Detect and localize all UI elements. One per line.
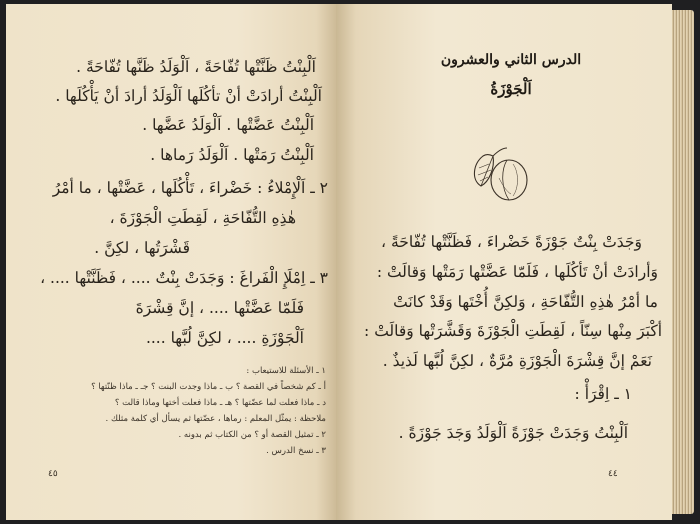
page-number: ٤٤ bbox=[608, 469, 618, 479]
open-book bbox=[6, 4, 694, 520]
lesson-subtitle: اَلْجَوْزَةُ bbox=[490, 80, 532, 98]
text-line: نَعَمْ إنَّ قِشْرَةَ الْجَوْزَةِ مُرَّةٌ ، لكِنَّ لُبَّها لَذيذٌ . bbox=[382, 352, 652, 370]
exercise-line: ١ ـ الأسئلة للاستيعاب : bbox=[246, 366, 326, 376]
text-line: ما أمْرُ هٰذِهِ التُّفّاحَةِ ، وَلكِنَّ أُخْتَها وَقَدْ كانَتْ bbox=[393, 293, 658, 311]
text-line: اَلْبِنْتُ رَمَتْها . اَلْوَلَدُ رَماها . bbox=[150, 146, 314, 164]
text-line: فَلَمّا عَضَّتْها .... ، إنَّ قِشْرَةَ bbox=[135, 299, 304, 317]
exercise-heading: ١ ـ اِقْرَأْ : bbox=[574, 385, 632, 403]
text-line: ٢ ـ اَلْإِمْلاءُ : خَضْراءَ ، تَأْكُلَها ، عَضَّتْها ، ما أمْرُ bbox=[52, 179, 328, 197]
exercise-line: ٢ ـ تمثيل القصة أو ؟ من الكتاب ثم بدونه . bbox=[178, 430, 326, 440]
text-line: اَلْبِنْتُ عَضَّتْها . اَلْوَلَدُ عَضَّها . bbox=[142, 116, 314, 134]
page-number: ٤٥ bbox=[48, 469, 58, 479]
exercise-line: د ـ ماذا فعلت لما عضّتها ؟ هـ ـ ماذا فعلت أختها وماذا قالت ؟ bbox=[114, 398, 326, 408]
walnut-illustration bbox=[469, 142, 533, 204]
exercise-line: أ ـ كم شخصاً في القصة ؟ ب ـ ماذا وجدت البنت ؟ جـ ـ ماذا ظنّتها ؟ bbox=[91, 382, 326, 392]
left-page bbox=[6, 4, 336, 520]
text-line: ٣ ـ اِمْلَإِ الْفَراغَ : وَجَدَتْ بِنْتٌ .... ، فَظَنَّتْها .... ، bbox=[40, 269, 328, 287]
exercise-line: ٣ ـ نسخ الدرس . bbox=[266, 446, 326, 456]
text-line: أكْبَرَ مِنْها سِنّاً ، لَقِطَتِ الْجَوْزَةَ وَقَشَّرَتْها وَقالَتْ : bbox=[364, 322, 662, 340]
text-line: اَلْبِنْتُ أرادَتْ أنْ تأكُلَها اَلْوَلَدُ أرادَ أنْ يَأْكُلَها . bbox=[55, 87, 322, 105]
text-line: اَلْبِنْتُ ظَنَّتْها تُفّاحَةً ، اَلْوَلَدُ ظَنَّها تُفّاحَةً . bbox=[76, 58, 316, 76]
text-line: قَشْرَتُها ، لكِنَّ . bbox=[94, 239, 190, 257]
exercise-line: ملاحظة : يمثّل المعلم : رماها ، عضّتها ثم يسأل أي كلمة مثلك . bbox=[105, 414, 326, 424]
text-line: وَأرادَتْ أنْ تَأكُلَها ، فَلَمّا عَضَّتْها رَمَتْها وَقالَتْ : bbox=[376, 263, 658, 281]
text-line: وَجَدَتْ بِنْتٌ جَوْزَةً خَضْراءَ ، فَظَنَّتْها تُفّاحَةً ، bbox=[381, 233, 642, 251]
page-edges bbox=[672, 10, 694, 514]
lesson-title: الدرس الثاني والعشرون bbox=[440, 52, 582, 68]
text-line: اَلْبِنْتُ وَجَدَتْ جَوْزَةً اَلْوَلَدُ وَجَدَ جَوْزَةً . bbox=[398, 424, 628, 442]
text-line: اَلْجَوْزَةِ .... ، لكِنَّ لُبَّها .... bbox=[145, 329, 304, 347]
text-line: هٰذِهِ التُّفّاحَةِ ، لَقِطَتِ الْجَوْزَةَ ، bbox=[109, 209, 296, 227]
right-page bbox=[336, 4, 672, 520]
